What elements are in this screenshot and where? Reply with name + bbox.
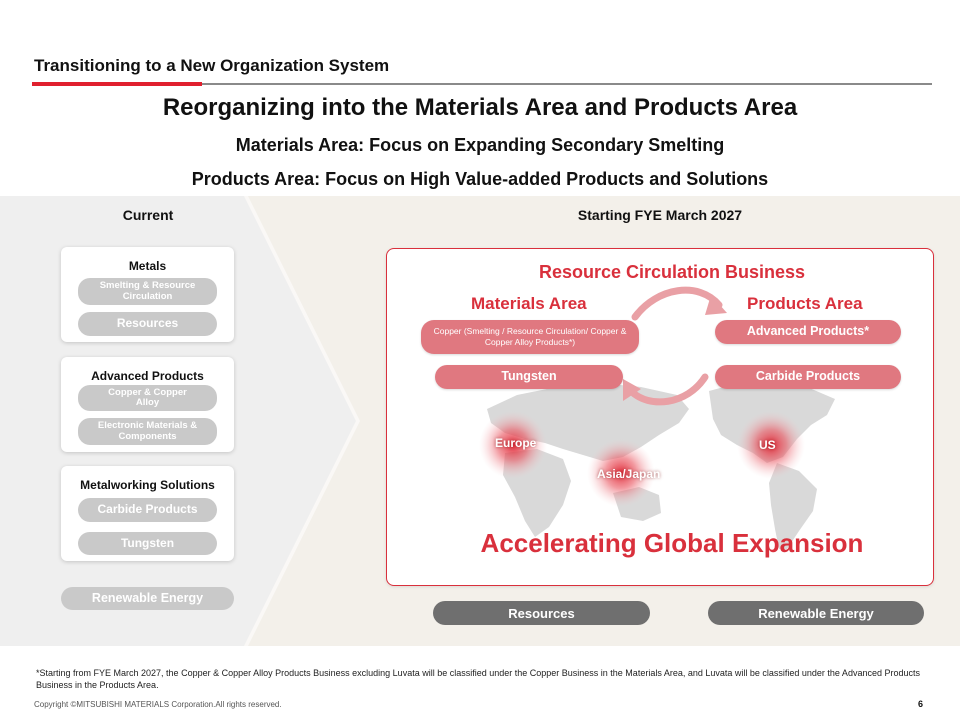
title-underline-rule bbox=[202, 83, 932, 85]
unit-pill: Electronic Materials & Components bbox=[78, 418, 217, 445]
subtitle-products: Products Area: Focus on High Value-added Products and Solutions bbox=[191, 169, 769, 189]
business-pill-copper: Copper (Smelting / Resource Circulation/ Copper & Copper Alloy Products*) bbox=[421, 320, 639, 354]
group-card-metalworking-solutions bbox=[61, 466, 234, 561]
unit-pill: Resources bbox=[78, 312, 217, 336]
tagline: Accelerating Global Expansion bbox=[480, 528, 864, 558]
business-pill-advanced-products: Advanced Products* bbox=[715, 320, 901, 344]
subtitle-materials: Materials Area: Focus on Expanding Secondary Smelting bbox=[235, 135, 725, 155]
unit-pill: Tungsten bbox=[78, 532, 217, 555]
group-title: Metals bbox=[128, 259, 167, 273]
main-title: Reorganizing into the Materials Area and Products Area bbox=[162, 94, 798, 121]
business-pill-resources: Resources bbox=[433, 601, 650, 625]
region-label-us: US bbox=[759, 438, 776, 452]
group-card-metals bbox=[61, 247, 234, 342]
business-pill-carbide-products: Carbide Products bbox=[715, 365, 901, 389]
title-underline-accent bbox=[32, 82, 202, 86]
group-card-advanced-products bbox=[61, 357, 234, 452]
unit-pill: Carbide Products bbox=[78, 498, 217, 522]
group-title: Metalworking Solutions bbox=[80, 478, 215, 492]
page-number: 6 bbox=[918, 699, 924, 709]
business-pill-renewable-energy: Renewable Energy bbox=[708, 601, 924, 625]
group-title: Advanced Products bbox=[91, 369, 204, 383]
current-heading: Current bbox=[122, 207, 174, 223]
unit-pill: Copper & Copper Alloy bbox=[78, 385, 217, 411]
section-title: Transitioning to a New Organization System bbox=[34, 56, 390, 75]
footnote: *Starting from FYE March 2027, the Copper & Copper Alloy Products Business excluding Luvata will be classified under the Copper Business in the Materials Area, and Luvata will be classified under the Advanced Products Business in the Products Area. bbox=[36, 668, 920, 691]
resource-circulation-frame bbox=[386, 248, 934, 586]
business-frame-title: Resource Circulation Business bbox=[538, 262, 806, 282]
region-label-asia-japan: Asia/Japan bbox=[597, 467, 661, 481]
copyright-notice: Copyright ©MITSUBISHI MATERIALS Corporation.All rights reserved. bbox=[34, 700, 282, 709]
future-heading: Starting FYE March 2027 bbox=[577, 207, 743, 223]
materials-area-title: Materials Area bbox=[471, 294, 587, 313]
products-area-title: Products Area bbox=[747, 294, 863, 313]
region-label-europe: Europe bbox=[495, 436, 537, 450]
unit-pill-renewable-energy: Renewable Energy bbox=[61, 587, 234, 610]
business-pill-tungsten: Tungsten bbox=[435, 365, 623, 389]
unit-pill: Smelting & Resource Circulation bbox=[78, 278, 217, 305]
